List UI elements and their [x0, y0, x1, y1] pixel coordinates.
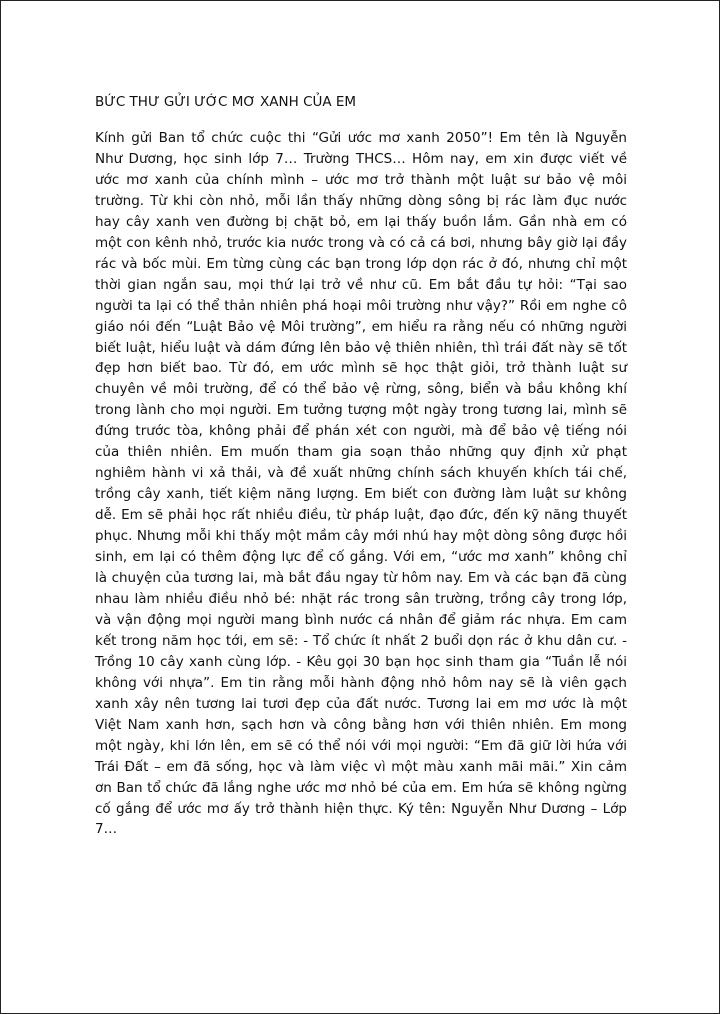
document-body: Kính gửi Ban tổ chức cuộc thi “Gửi ước mơ xanh 2050”! Em tên là Nguyễn Như Dương, học sinh lớp 7… Trường THCS… Hôm nay, em xin được viết về ước mơ xanh của chính mình – ước mơ trở thành một luật sư bảo vệ môi trường. Từ khi còn nhỏ, mỗi lần thấy những dòng sông bị rác làm đục nước hay cây xanh ven đường bị chặt bỏ, em lại thấy buồn lắm. Gần nhà em có một con kênh nhỏ, trước kia nước trong và có cả cá bơi, nhưng bây giờ lại đầy rác và bốc mùi. Em từng cùng các bạn trong lớp dọn rác ở đó, nhưng chỉ một thời gian ngắn sau, mọi thứ lại trở về như cũ. Em bắt đầu tự hỏi: “Tại sao người ta lại có thể thản nhiên phá hoại môi trường như vậy?” Rồi em nghe cô giáo nói đến “Luật Bảo vệ Môi trường”, em hiểu ra rằng nếu có những người biết luật, hiểu luật và dám đứng lên bảo vệ thiên nhiên, thì trái đất này sẽ tốt đẹp hơn biết bao. Từ đó, em ước mình sẽ học thật giỏi, trở thành luật sư chuyên về môi trường, để có thể bảo vệ rừng, sông, biển và bầu không khí trong lành cho mọi người. Em tưởng tượng một ngày trong tương lai, mình sẽ đứng trước tòa, không phải để phán xét con người, mà để bảo vệ tiếng nói của thiên nhiên. Em muốn tham gia soạn thảo những quy định xử phạt nghiêm hành vi xả thải, và đề xuất những chính sách khuyến khích tái chế, trồng cây xanh, tiết kiệm năng lượng. Em biết con đường làm luật sư không dễ. Em sẽ phải học rất nhiều điều, từ pháp luật, đạo đức, đến kỹ năng thuyết phục. Nhưng mỗi khi thấy một mầm cây mới nhú hay một dòng sông được hồi sinh, em lại có thêm động lực để cố gắng. Với em, “ước mơ xanh” không chỉ là chuyện của tương lai, mà bắt đầu ngay từ hôm nay. Em và các bạn đã cùng nhau làm nhiều điều nhỏ bé: nhặt rác trong sân trường, trồng cây trong lớp, và vận động mọi người mang bình nước cá nhân để giảm rác nhựa. Em cam kết trong năm học tới, em sẽ: - Tổ chức ít nhất 2 buổi dọn rác ở khu dân cư. - Trồng 10 cây xanh cùng lớp. - Kêu gọi 30 bạn học sinh tham gia “Tuần lễ nói không với nhựa”. Em tin rằng mỗi hành động nhỏ hôm nay sẽ là viên gạch xanh xây nên tương lai tươi đẹp của đất nước. Tương lai em mơ ước là một Việt Nam xanh hơn, sạch hơn và công bằng hơn với thiên nhiên. Em mong một ngày, khi lớn lên, em sẽ có thể nói với mọi người: “Em đã giữ lời hứa với Trái Đất – em đã sống, học và làm việc vì một màu xanh mãi mãi.” Xin cảm ơn Ban tổ chức đã lắng nghe ước mơ nhỏ bé của em. Em hứa sẽ không ngừng cố gắng để ước mơ ấy trở thành hiện thực. Ký tên: Nguyễn Như Dương – Lớp 7…: [95, 130, 627, 838]
document-title: BỨC THƯ GỬI ƯỚC MƠ XANH CỦA EM: [95, 94, 357, 110]
document-content: [95, 92, 627, 840]
